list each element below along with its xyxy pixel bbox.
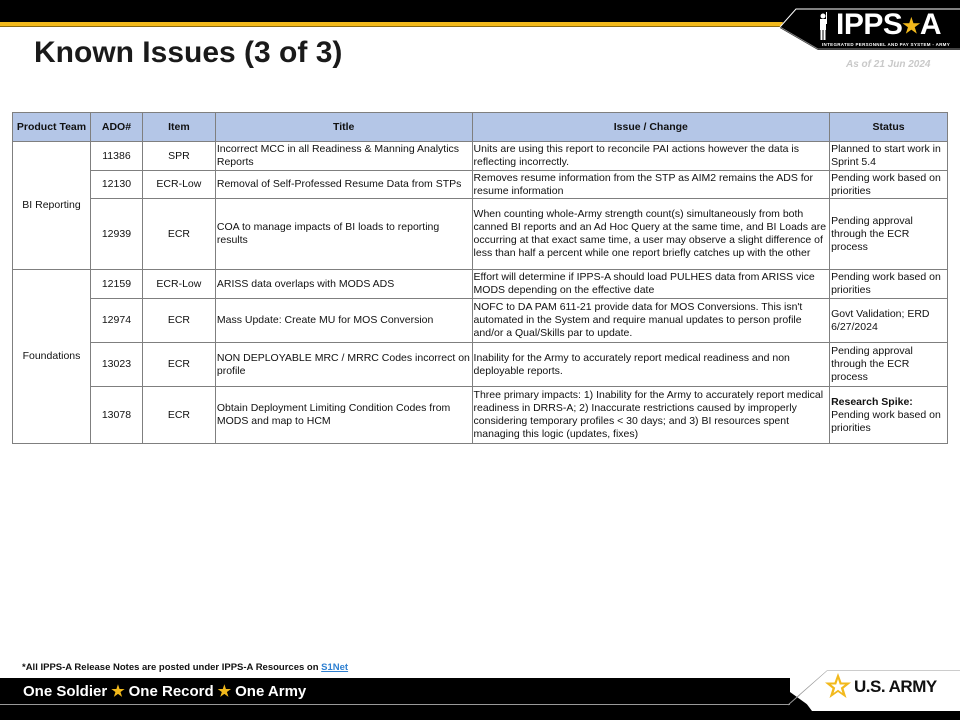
star-icon: ★: [217, 683, 232, 700]
ado-cell: 13078: [90, 387, 142, 444]
status-cell: Pending work based on priorities: [830, 270, 948, 299]
soldier-silhouette-icon: [818, 12, 828, 40]
item-cell: ECR: [142, 199, 215, 270]
status-cell: [830, 387, 948, 444]
table-row: [13, 343, 948, 387]
status-cell: Planned to start work in Sprint 5.4: [830, 142, 948, 171]
release-notes-footnote: *All IPPS-A Release Notes are posted under IPPS-A Resources on S1Net: [22, 662, 349, 673]
item-cell: ECR-Low: [142, 171, 215, 199]
ado-cell: 12974: [90, 299, 142, 343]
column-header-status: Status: [830, 113, 948, 142]
item-cell: ECR-Low: [142, 270, 215, 299]
item-cell: ECR: [142, 343, 215, 387]
title-cell: ARISS data overlaps with MODS ADS: [215, 270, 472, 299]
column-header-product-team: Product Team: [13, 113, 91, 142]
title-cell: Obtain Deployment Limiting Condition Codes from MODS and map to HCM: [215, 387, 472, 444]
issue-cell: Three primary impacts: 1) Inability for the Army to accurately report medical readiness in DRRS-A; 2) Inaccurate restrictions caused by improperly considering temporary profiles < 30 days; and 3) BI resources spent managing this logic (updates, fixes): [472, 387, 830, 444]
issue-cell: When counting whole-Army strength count(s) simultaneously from both canned BI reports and an Ad Hoc Query at the same time, and BI Loads are occurring at that exact same time, a user may observe a slight difference of less than half a percent while one report briefly catches up with the other: [472, 199, 830, 270]
us-army-wordmark: U.S. ARMY: [854, 677, 937, 696]
product-team-cell: BI Reporting: [13, 142, 91, 270]
table-row: [13, 142, 948, 171]
army-star-icon: [824, 672, 852, 700]
footer-slogan: One Soldier ★ One Record ★ One Army: [23, 683, 307, 700]
known-issues-table: [12, 112, 948, 444]
column-header-title: Title: [215, 113, 472, 142]
issue-cell: Inability for the Army to accurately report medical readiness and non deployable reports.: [472, 343, 830, 387]
item-cell: ECR: [142, 387, 215, 444]
item-cell: SPR: [142, 142, 215, 171]
ado-cell: 12159: [90, 270, 142, 299]
status-cell: Pending approval through the ECR process: [830, 343, 948, 387]
s1net-link[interactable]: S1Net: [321, 662, 349, 673]
column-header-ado: ADO#: [90, 113, 142, 142]
title-cell: Mass Update: Create MU for MOS Conversion: [215, 299, 472, 343]
star-icon: ★: [902, 15, 920, 38]
ado-cell: 12939: [90, 199, 142, 270]
star-icon: ★: [111, 683, 125, 700]
ado-cell: 13023: [90, 343, 142, 387]
issue-cell: Removes resume information from the STP as AIM2 remains the ADS for resume information: [472, 171, 830, 199]
table-row: [13, 387, 948, 444]
status-cell: Pending approval through the ECR process: [830, 199, 948, 270]
table-row: [13, 299, 948, 343]
column-header-item: Item: [142, 113, 215, 142]
title-cell: Incorrect MCC in all Readiness & Manning Analytics Reports: [215, 142, 472, 171]
status-label-bold: Research Spike:: [831, 395, 913, 408]
ipps-a-logo-subtitle: INTEGRATED PERSONNEL AND PAY SYSTEM - ARMY: [822, 42, 951, 47]
title-cell: NON DEPLOYABLE MRC / MRRC Codes incorrect on profile: [215, 343, 472, 387]
issue-cell: Effort will determine if IPPS-A should load PULHES data from ARISS vice MODS depending on the effective date: [472, 270, 830, 299]
ado-cell: 12130: [90, 171, 142, 199]
status-text: Pending work based on priorities: [831, 408, 941, 434]
ado-cell: 11386: [90, 142, 142, 171]
ipps-a-logo: IPPS★A: [836, 8, 941, 41]
table-row: [13, 270, 948, 299]
as-of-date: As of 21 Jun 2024: [846, 59, 931, 70]
product-team-cell: Foundations: [13, 270, 91, 444]
issue-cell: Units are using this report to reconcile PAI actions however the data is reflecting incorrectly.: [472, 142, 830, 171]
status-cell: Pending work based on priorities: [830, 171, 948, 199]
table-header-row: [13, 113, 948, 142]
status-cell: Govt Validation; ERD 6/27/2024: [830, 299, 948, 343]
column-header-issue-change: Issue / Change: [472, 113, 830, 142]
table-row: [13, 171, 948, 199]
title-cell: COA to manage impacts of BI loads to reporting results: [215, 199, 472, 270]
item-cell: ECR: [142, 299, 215, 343]
issue-cell: NOFC to DA PAM 611-21 provide data for MOS Conversions. This isn't automated in the System and require manual updates to person profile and/or a Qual/Skills par to update.: [472, 299, 830, 343]
table-row: [13, 199, 948, 270]
title-cell: Removal of Self-Professed Resume Data from STPs: [215, 171, 472, 199]
page-title: Known Issues (3 of 3): [34, 36, 343, 69]
